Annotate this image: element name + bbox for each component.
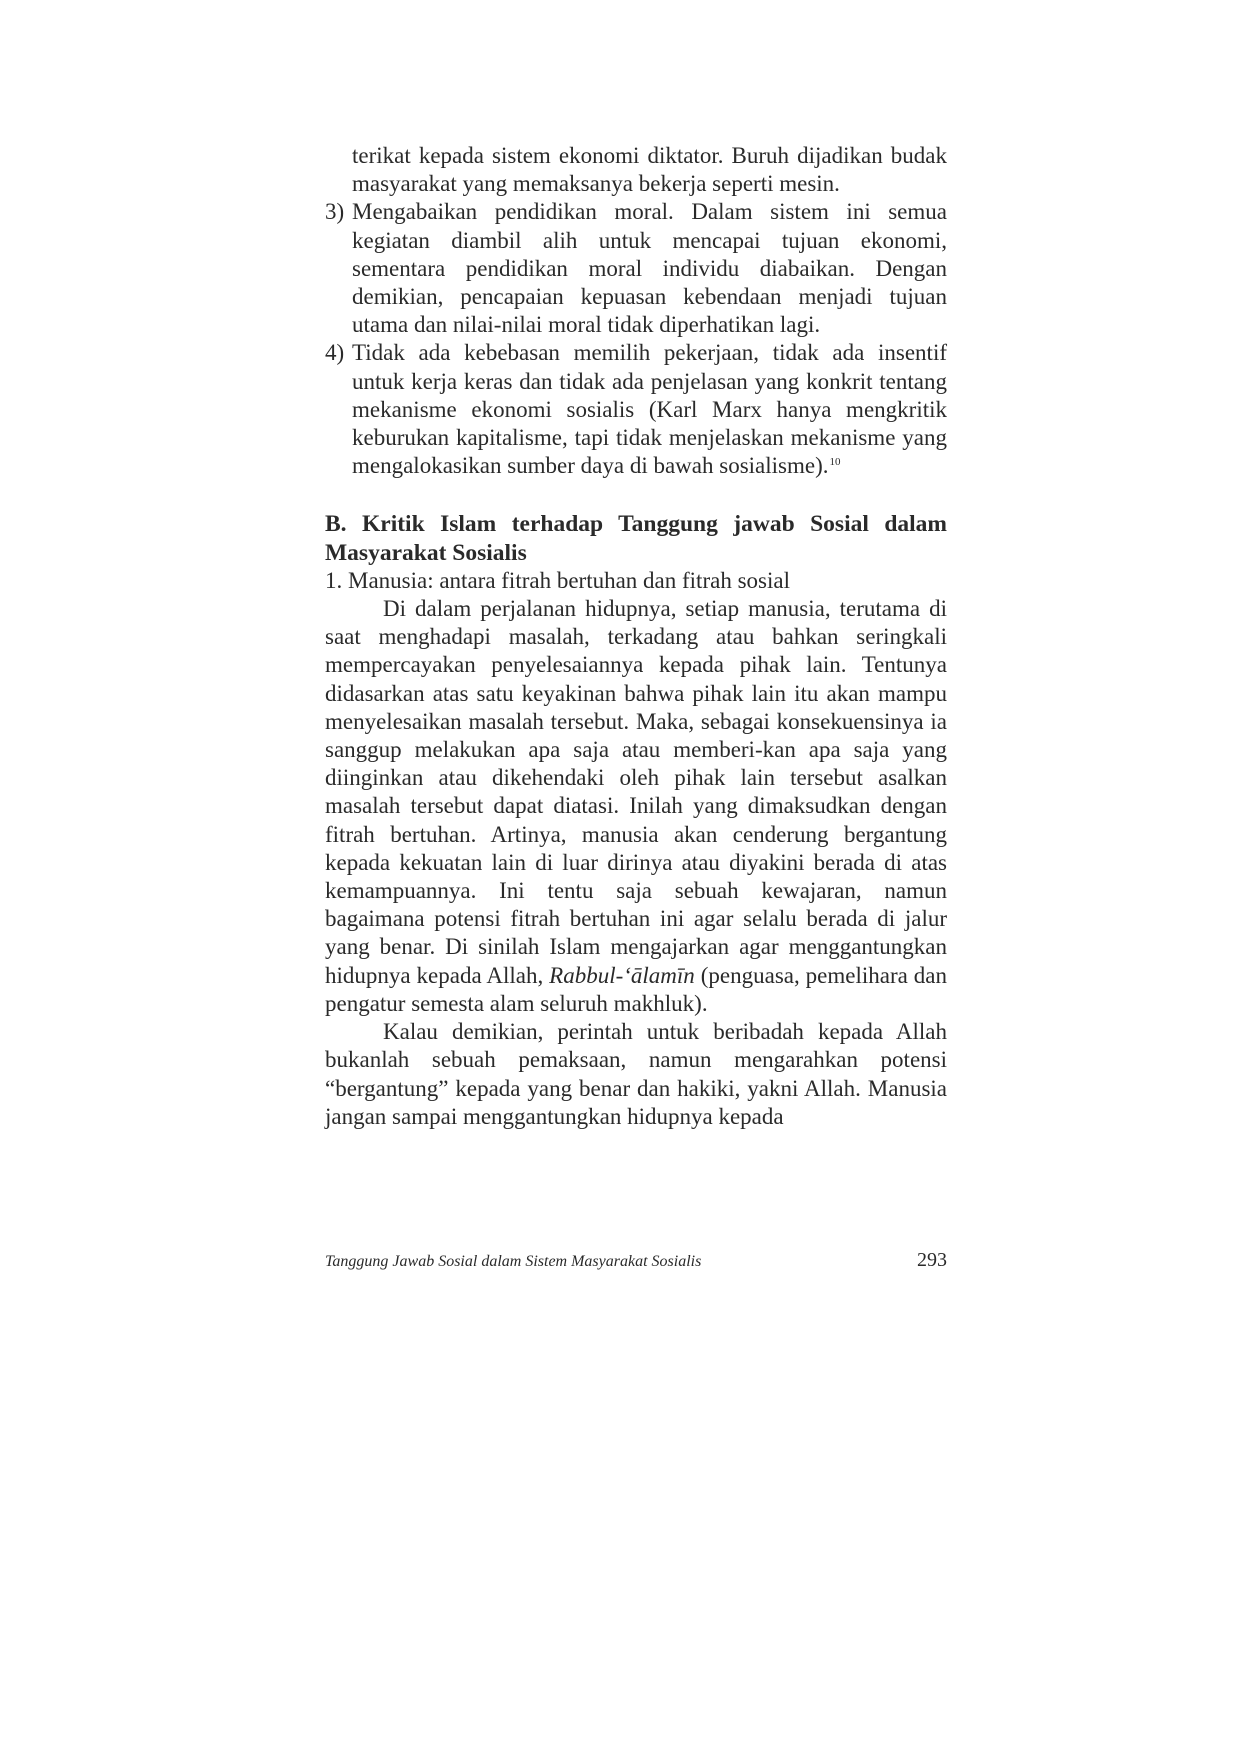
list-item-text: Tidak ada kebebasan memilih pekerjaan, tidak ada insentif untuk kerja keras dan tidak ada penjelasan yang konkrit tentang mekanisme ekonomi sosialis (Karl Marx hanya mengkritik keburukan kapitalisme, tapi tidak menjelaskan mekanisme yang mengalokasikan sumber daya di bawah sosialisme). bbox=[352, 340, 947, 479]
footnote-reference[interactable]: 10 bbox=[829, 456, 841, 469]
paragraph-1 bbox=[325, 595, 947, 1018]
list-item-text: Mengabaikan pendidikan moral. Dalam sistem ini semua kegiatan diambil alih untuk mencapai tujuan ekonomi, sementara pendidikan moral individu diabaikan. Dengan demikian, pencapaian kepuasan kebendaan menjadi tujuan utama dan nilai-nilai moral tidak diperhatikan lagi. bbox=[352, 199, 947, 338]
list-item-number: 3) bbox=[325, 199, 345, 225]
running-title: Tanggung Jawab Sosial dalam Sistem Masyarakat Sosialis bbox=[325, 1253, 702, 1270]
paragraph-1-text-end: (penguasa, pemelihara dan pengatur semesta alam seluruh makhluk). bbox=[325, 962, 947, 1016]
section-heading: B. Kritik Islam terhadap Tanggung jawab Sosial dalam Masyarakat Sosialis bbox=[325, 511, 947, 566]
page-footer bbox=[325, 1249, 947, 1272]
list-item-4 bbox=[325, 339, 947, 480]
page-number: 293 bbox=[917, 1249, 947, 1271]
page-body bbox=[325, 142, 947, 1131]
italic-term: Rabbul-‘ālamīn bbox=[549, 962, 695, 988]
list-item-number: 4) bbox=[325, 340, 345, 366]
list-continuation: terikat kepada sistem ekonomi diktator. Buruh dijadikan budak masyarakat yang memaksanya bekerja seperti mesin. bbox=[352, 143, 947, 197]
list-item-text-wrap bbox=[352, 339, 947, 480]
list-item-3 bbox=[325, 198, 947, 339]
paragraph-2: Kalau demikian, perintah untuk beribadah kepada Allah bukanlah sebuah pemaksaan, namun mengarahkan potensi “bergantung” kepada yang benar dan hakiki, yakni Allah. Manusia jangan sampai menggantungkan hidupnya kepada bbox=[325, 1019, 947, 1129]
paragraph-1-text: Di dalam perjalanan hidupnya, setiap manusia, terutama di saat menghadapi masalah, terkadang atau bahkan seringkali mempercayakan penyelesaiannya kepada pihak lain. Tentunya didasarkan atas satu keyakinan bahwa pihak lain itu akan mampu menyelesaikan masalah tersebut. Maka, sebagai konsekuensinya ia sanggup melakukan apa saja atau memberi-kan apa saja yang diinginkan atau dikehendaki oleh pihak lain tersebut asalkan masalah tersebut dapat diatasi. Inilah yang dimaksudkan dengan fitrah bertuhan. Artinya, manusia akan cenderung bergantung kepada kekuatan lain di luar dirinya atau diyakini berada di atas kemampuannya. Ini tentu saja sebuah kewajaran, namun bagaimana potensi fitrah bertuhan ini agar selalu berada di jalur yang benar. Di sinilah Islam mengajarkan agar menggantungkan hidupnya kepada Allah, bbox=[325, 596, 947, 988]
subheading: 1. Manusia: antara fitrah bertuhan dan fitrah sosial bbox=[325, 567, 790, 593]
